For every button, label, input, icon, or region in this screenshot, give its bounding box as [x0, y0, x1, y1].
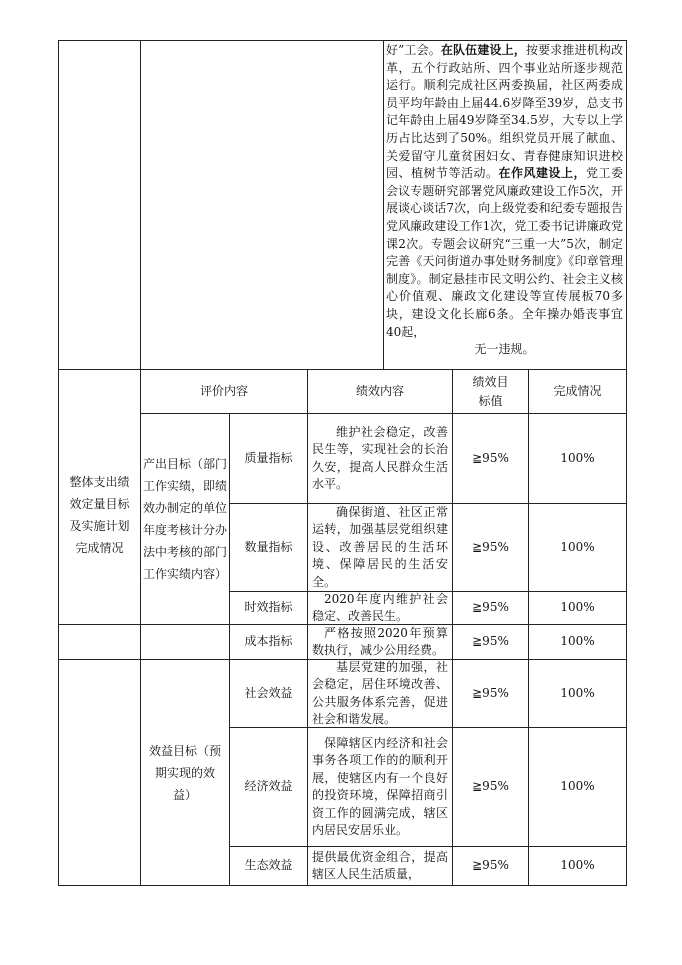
table-row-content	[308, 592, 452, 624]
header-eval-text: 评价内容	[199, 383, 248, 398]
table-row-content	[308, 625, 452, 659]
header-target	[453, 370, 528, 413]
indicator-text: 经济效益	[244, 779, 293, 794]
done-text: 100%	[560, 685, 595, 700]
content-text: 保障辖区内经济和社会事务各项工作的的顺利开展，使辖区内有一个良好的投资环境，保障招商引资工作的圆满完成，辖区内居民安居乐业。	[312, 735, 448, 837]
summary-block2: 党工委会议专题研究部署党风廉政建设工作5次，开展谈心谈话7次，向上级党委和纪委专题报告党风廉政建设工作1次，党工委书记讲廉政党课2次。专题会议研究“三重一大”5次，制定完善《天问街道办事处财务制度》《印章管理制度》。制定悬挂市民文明公约、社会主义核心价值观、廉政文化建设等宣传展板70多块，建设文化长廊6条。全年操办婚丧事宜40起，	[386, 166, 623, 339]
section-label-cell	[59, 370, 140, 660]
summary-last-line: 无一违规。	[474, 342, 535, 357]
table-row-indicator	[230, 660, 307, 727]
header-perf-text: 绩效内容	[355, 383, 404, 398]
indicator-text: 数量指标	[244, 539, 293, 554]
table-row-target	[453, 414, 528, 503]
table-row-target	[453, 625, 528, 659]
table-row-done	[529, 414, 626, 503]
table-row-content	[308, 847, 452, 885]
table-row-done	[529, 625, 626, 659]
indicator-text: 质量指标	[244, 450, 293, 465]
done-text: 100%	[560, 450, 595, 465]
target-text: ≧95%	[472, 858, 509, 873]
section-label: 整体支出绩效定量目标及实施计划完成情况	[69, 475, 130, 555]
table-row-content	[308, 728, 452, 846]
benefit-group-cell	[141, 660, 229, 885]
content-text: 确保街道、社区正常运转，加强基层党组织建设、改善居民的生活环境、保障居民的生活安全。	[312, 504, 448, 589]
table-row-done	[529, 847, 626, 885]
indicator-text: 生态效益	[244, 858, 293, 873]
table-row-target	[453, 847, 528, 885]
content-text: 提供最优资金组合，提高辖区人民生活质量，	[312, 849, 448, 881]
target-text: ≧95%	[472, 685, 509, 700]
done-text: 100%	[560, 600, 595, 615]
target-text: ≧95%	[472, 634, 509, 649]
header-perf	[308, 370, 452, 413]
table-row-indicator	[230, 414, 307, 503]
content-text: 基层党建的加强，社会稳定，居住环境改善、公共服务体系完善，促进社会和谐发展。	[312, 659, 448, 726]
done-text: 100%	[560, 539, 595, 554]
header-done	[529, 370, 626, 413]
table-row-target	[453, 660, 528, 727]
header-done-text: 完成情况	[553, 383, 602, 398]
table-row-target	[453, 504, 528, 591]
table-row-content	[308, 504, 452, 591]
table-row-content	[308, 660, 452, 727]
table-row-target	[453, 728, 528, 846]
benefit-group-label: 效益目标（预期实现的效益）	[148, 743, 221, 802]
table-row-done	[529, 728, 626, 846]
table-row-indicator	[230, 728, 307, 846]
indicator-text: 成本指标	[244, 634, 293, 649]
output-group-cell	[141, 414, 229, 624]
summary-line1-pre: 好”工会。	[386, 43, 441, 57]
content-text: 严格按照2020年预算数执行，减少公用经费。	[312, 625, 448, 657]
summary-style-heading: 在作风建设上，	[498, 166, 586, 181]
table-row-indicator	[230, 504, 307, 591]
table-row-indicator	[230, 592, 307, 624]
summary-team-heading: 在队伍建设上，	[440, 43, 526, 57]
indicator-text: 时效指标	[244, 600, 293, 615]
content-text: 2020年度内维护社会稳定、改善民生。	[312, 591, 448, 623]
header-target-text: 绩效目标值	[472, 374, 509, 408]
indicator-text: 社会效益	[244, 685, 293, 700]
target-text: ≧95%	[472, 539, 509, 554]
content-text: 维护社会稳定，改善民生等，实现社会的长治久安，提高人民群众生活水平。	[312, 424, 448, 491]
work-summary-text	[386, 42, 623, 359]
target-text: ≧95%	[472, 450, 509, 465]
table-row-indicator	[230, 625, 307, 659]
table-row-done	[529, 660, 626, 727]
done-text: 100%	[560, 779, 595, 794]
target-text: ≧95%	[472, 600, 509, 615]
summary-block1: 机构改革，五个行政站所、四个事业站所逐步规范运行。顺利完成社区两委换届，社区两委成员平均年龄由上届44.6岁降至39岁，总支书记年龄由上届49岁降至34.5岁，大专以上学历占比达到了50%。组织党员开展了献血、关爱留守儿童贫困妇女、青春健康知识进校园、植树节等活动。	[386, 43, 623, 181]
target-text: ≧95%	[472, 779, 509, 794]
table-row-target	[453, 592, 528, 624]
done-text: 100%	[560, 858, 595, 873]
summary-line1-post: 按要求推进	[525, 43, 587, 57]
done-text: 100%	[560, 634, 595, 649]
header-eval	[141, 370, 307, 413]
table-row-indicator	[230, 847, 307, 885]
table-row-done	[529, 504, 626, 591]
table-row-done	[529, 592, 626, 624]
table-row-content	[308, 414, 452, 503]
output-group-label: 产出目标（部门工作实绩，即绩效办制定的单位年度考核计分办法中考核的部门工作实绩内容）	[143, 457, 228, 581]
